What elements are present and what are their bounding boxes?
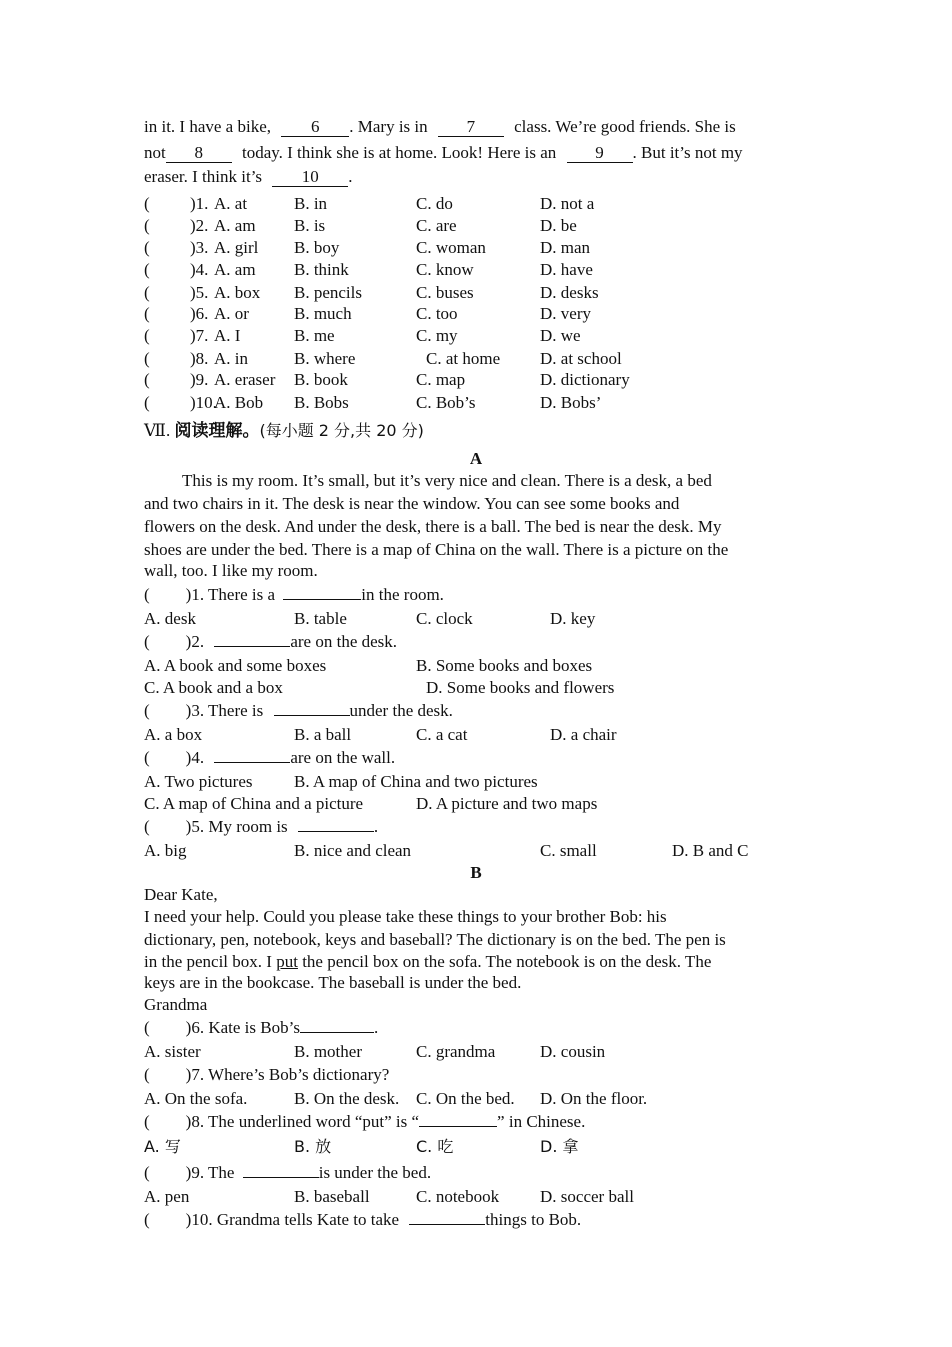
- question-stem: is under the bed.: [318, 1163, 432, 1182]
- option-a[interactable]: A. desk: [144, 609, 196, 628]
- option-c[interactable]: C. my: [416, 326, 458, 345]
- option-a[interactable]: A. 写: [144, 1137, 181, 1156]
- paren: (: [144, 194, 150, 213]
- letter-line: keys are in the bookcase. The baseball is under the bed.: [144, 973, 522, 992]
- option-a[interactable]: A. big: [144, 841, 187, 860]
- question-b7: [144, 1064, 389, 1086]
- passage-b-label: B: [470, 863, 482, 882]
- option-a[interactable]: A. girl: [214, 238, 259, 257]
- option-a[interactable]: A. am: [214, 216, 256, 235]
- question-stem: )3. There is: [185, 701, 264, 720]
- question-stem: in the room.: [361, 585, 444, 604]
- underlined-word: put: [276, 952, 298, 971]
- option-c[interactable]: C. notebook: [416, 1187, 500, 1206]
- option-d[interactable]: D. at school: [540, 349, 622, 368]
- question-stem: )7. Where’s Bob’s dictionary?: [185, 1065, 390, 1084]
- question-stem: are on the wall.: [290, 748, 396, 767]
- blank-10: 10: [272, 168, 348, 187]
- passage-a-line: and two chairs in it. The desk is near the window. You can see some books and: [144, 494, 680, 513]
- question-stem: .: [373, 1018, 379, 1037]
- blank-8: 8: [166, 144, 232, 163]
- section-title: 阅读理解。: [174, 421, 260, 441]
- question-b10: [144, 1209, 581, 1231]
- paren: (: [144, 370, 150, 389]
- question-stem: )8. The underlined word “put” is “: [185, 1112, 420, 1131]
- option-b[interactable]: B. Bobs: [294, 393, 349, 412]
- option-d[interactable]: D. key: [550, 609, 596, 628]
- letter-line: I need your help. Could you please take these things to your brother Bob: his: [144, 907, 667, 926]
- question-b8: [144, 1111, 585, 1133]
- option-a[interactable]: A. Bob: [214, 393, 264, 412]
- option-c[interactable]: C. map: [416, 370, 466, 389]
- paren: (: [144, 238, 150, 257]
- option-b[interactable]: B. where: [294, 349, 356, 368]
- paren: (: [144, 632, 150, 651]
- question-a4: [144, 747, 395, 769]
- option-c[interactable]: C. grandma: [416, 1042, 496, 1061]
- letter-line: dictionary, pen, notebook, keys and baseball? The dictionary is on the bed. The pen is: [144, 930, 726, 949]
- question-stem: .: [373, 817, 379, 836]
- option-c[interactable]: C. a cat: [416, 725, 468, 744]
- cloze-line-1: [144, 116, 736, 138]
- question-number: )9.: [190, 370, 209, 389]
- question-a3: [144, 700, 453, 722]
- question-number: )7.: [190, 326, 209, 345]
- question-number: )10.: [190, 393, 217, 412]
- blank-9: 9: [567, 144, 633, 163]
- paren: (: [144, 748, 150, 767]
- question-b9: [144, 1162, 431, 1184]
- option-a[interactable]: A. I: [214, 326, 241, 345]
- option-c[interactable]: C. too: [416, 304, 458, 323]
- option-c[interactable]: C. woman: [416, 238, 486, 257]
- text: in the pencil box. I: [144, 952, 272, 971]
- option-d[interactable]: D. a chair: [550, 725, 617, 744]
- answer-blank: [274, 715, 350, 716]
- blank-7: 7: [438, 118, 504, 137]
- option-c[interactable]: C. Bob’s: [416, 393, 476, 412]
- section-numeral: Ⅶ.: [144, 421, 171, 440]
- answer-blank: [419, 1126, 497, 1127]
- option-b[interactable]: B. is: [294, 216, 326, 235]
- option-d[interactable]: D. we: [540, 326, 581, 345]
- question-number: )8.: [190, 349, 209, 368]
- option-a[interactable]: A. or: [214, 304, 249, 323]
- paren: (: [144, 283, 150, 302]
- paren: (: [144, 1065, 150, 1084]
- option-c[interactable]: C. buses: [416, 283, 474, 302]
- text: in it. I have a bike,: [144, 117, 271, 136]
- question-a1: [144, 584, 444, 606]
- letter-line: [144, 951, 711, 973]
- option-a[interactable]: A. On the sofa.: [144, 1089, 248, 1108]
- option-b[interactable]: B. much: [294, 304, 352, 323]
- option-a[interactable]: A. Two pictures: [144, 772, 253, 791]
- option-d[interactable]: D. very: [540, 304, 591, 323]
- blank-6: 6: [281, 118, 349, 137]
- question-number: )2.: [190, 216, 209, 235]
- answer-blank: [214, 762, 290, 763]
- text: .: [348, 167, 353, 186]
- letter-signature: Grandma: [144, 995, 208, 1014]
- option-c[interactable]: C. A map of China and a picture: [144, 794, 364, 813]
- passage-a-line: flowers on the desk. And under the desk, there is a ball. The bed is near the desk. My: [144, 517, 722, 536]
- answer-blank: [409, 1224, 485, 1225]
- option-b[interactable]: B. pencils: [294, 283, 362, 302]
- letter-greeting: Dear Kate,: [144, 885, 218, 904]
- question-number: )3.: [190, 238, 209, 257]
- answer-blank: [214, 646, 290, 647]
- paren: (: [144, 817, 150, 836]
- text: today. I think she is at home. Look! Here is an: [241, 143, 557, 162]
- option-c[interactable]: C. On the bed.: [416, 1089, 515, 1108]
- option-d[interactable]: D. cousin: [540, 1042, 606, 1061]
- passage-a-line: wall, too. I like my room.: [144, 561, 318, 580]
- answer-blank: [243, 1177, 319, 1178]
- option-b[interactable]: B. in: [294, 194, 328, 213]
- option-b[interactable]: B. baseball: [294, 1187, 370, 1206]
- option-d[interactable]: D. man: [540, 238, 591, 257]
- option-c[interactable]: C. do: [416, 194, 453, 213]
- question-number: )4.: [190, 260, 209, 279]
- option-b[interactable]: B. table: [294, 609, 347, 628]
- option-b[interactable]: B. think: [294, 260, 349, 279]
- option-b[interactable]: B. book: [294, 370, 348, 389]
- question-b6: [144, 1017, 378, 1039]
- option-b[interactable]: B. 放: [294, 1137, 332, 1156]
- option-d[interactable]: D. soccer ball: [540, 1187, 634, 1206]
- option-b[interactable]: B. mother: [294, 1042, 362, 1061]
- paren: (: [144, 260, 150, 279]
- passage-a-line: This is my room. It’s small, but it’s very nice and clean. There is a desk, a bed: [182, 471, 712, 490]
- answer-blank: [298, 831, 374, 832]
- option-a[interactable]: A. box: [214, 283, 261, 302]
- question-a5: [144, 816, 378, 838]
- option-b[interactable]: B. On the desk.: [294, 1089, 400, 1108]
- option-b[interactable]: B. nice and clean: [294, 841, 412, 860]
- option-a[interactable]: A. sister: [144, 1042, 201, 1061]
- option-d[interactable]: D. On the floor.: [540, 1089, 648, 1108]
- question-stem: are on the desk.: [290, 632, 398, 651]
- option-c[interactable]: C. at home: [426, 349, 501, 368]
- option-d[interactable]: D. not a: [540, 194, 595, 213]
- question-stem: )10. Grandma tells Kate to take: [185, 1210, 400, 1229]
- text: . Mary is in: [349, 117, 428, 136]
- question-stem: things to Bob.: [485, 1210, 582, 1229]
- answer-blank: [300, 1032, 374, 1033]
- option-d[interactable]: D. A picture and two maps: [416, 794, 598, 813]
- option-d[interactable]: D. be: [540, 216, 577, 235]
- option-d[interactable]: D. 拿: [540, 1137, 579, 1156]
- paren: (: [144, 216, 150, 235]
- option-a[interactable]: A. a box: [144, 725, 203, 744]
- paren: (: [144, 1210, 150, 1229]
- option-d[interactable]: D. Bobs’: [540, 393, 602, 412]
- section-heading: [144, 420, 424, 442]
- question-number: )1.: [190, 194, 209, 213]
- cloze-line-3: [144, 166, 353, 188]
- option-d[interactable]: D. dictionary: [540, 370, 630, 389]
- option-d[interactable]: D. have: [540, 260, 593, 279]
- passage-a-label: A: [469, 449, 483, 468]
- paren: (: [144, 1018, 150, 1037]
- paren: (: [144, 326, 150, 345]
- question-stem: ” in Chinese.: [497, 1112, 586, 1131]
- question-stem: )6. Kate is Bob’s: [185, 1018, 300, 1037]
- option-a[interactable]: A. in: [214, 349, 248, 368]
- option-b[interactable]: B. me: [294, 326, 335, 345]
- question-number: )6.: [190, 304, 209, 323]
- question-stem: )1. There is a: [185, 585, 276, 604]
- option-a[interactable]: A. A book and some boxes: [144, 656, 327, 675]
- text: . But it’s not my: [632, 143, 743, 162]
- option-b[interactable]: B. a ball: [294, 725, 352, 744]
- option-c[interactable]: C. know: [416, 260, 474, 279]
- text: class. We’re good friends. She is: [514, 117, 736, 136]
- option-d[interactable]: D. Some books and flowers: [426, 678, 615, 697]
- question-stem: )4.: [185, 748, 205, 767]
- option-c[interactable]: C. 吃: [416, 1137, 454, 1156]
- option-c[interactable]: C. A book and a box: [144, 678, 283, 697]
- option-b[interactable]: B. Some books and boxes: [416, 656, 593, 675]
- option-b[interactable]: B. A map of China and two pictures: [294, 772, 538, 791]
- option-c[interactable]: C. small: [540, 841, 597, 860]
- text: eraser. I think it’s: [144, 167, 263, 186]
- passage-a-line: shoes are under the bed. There is a map of China on the wall. There is a picture on the: [144, 540, 729, 559]
- paren: (: [144, 585, 150, 604]
- question-stem: )5. My room is: [185, 817, 288, 836]
- option-a[interactable]: A. am: [214, 260, 256, 279]
- paren: (: [144, 349, 150, 368]
- paren: (: [144, 393, 150, 412]
- question-stem: )2.: [185, 632, 205, 651]
- option-c[interactable]: C. are: [416, 216, 457, 235]
- option-a[interactable]: A. pen: [144, 1187, 190, 1206]
- question-number: )5.: [190, 283, 209, 302]
- option-c[interactable]: C. clock: [416, 609, 473, 628]
- option-d[interactable]: D. B and C: [672, 841, 749, 860]
- option-a[interactable]: A. at: [214, 194, 248, 213]
- answer-blank: [283, 599, 361, 600]
- paren: (: [144, 304, 150, 323]
- section-note: (每小题 2 分,共 20 分): [259, 421, 424, 440]
- option-d[interactable]: D. desks: [540, 283, 599, 302]
- question-a2: [144, 631, 397, 653]
- text: not: [144, 143, 166, 162]
- cloze-line-2: [144, 142, 743, 164]
- paren: (: [144, 1163, 150, 1182]
- text: the pencil box on the sofa. The notebook is on the desk. The: [302, 952, 712, 971]
- question-stem: under the desk.: [349, 701, 453, 720]
- paren: (: [144, 1112, 150, 1131]
- option-a[interactable]: A. eraser: [214, 370, 276, 389]
- paren: (: [144, 701, 150, 720]
- question-stem: )9. The: [185, 1163, 235, 1182]
- option-b[interactable]: B. boy: [294, 238, 340, 257]
